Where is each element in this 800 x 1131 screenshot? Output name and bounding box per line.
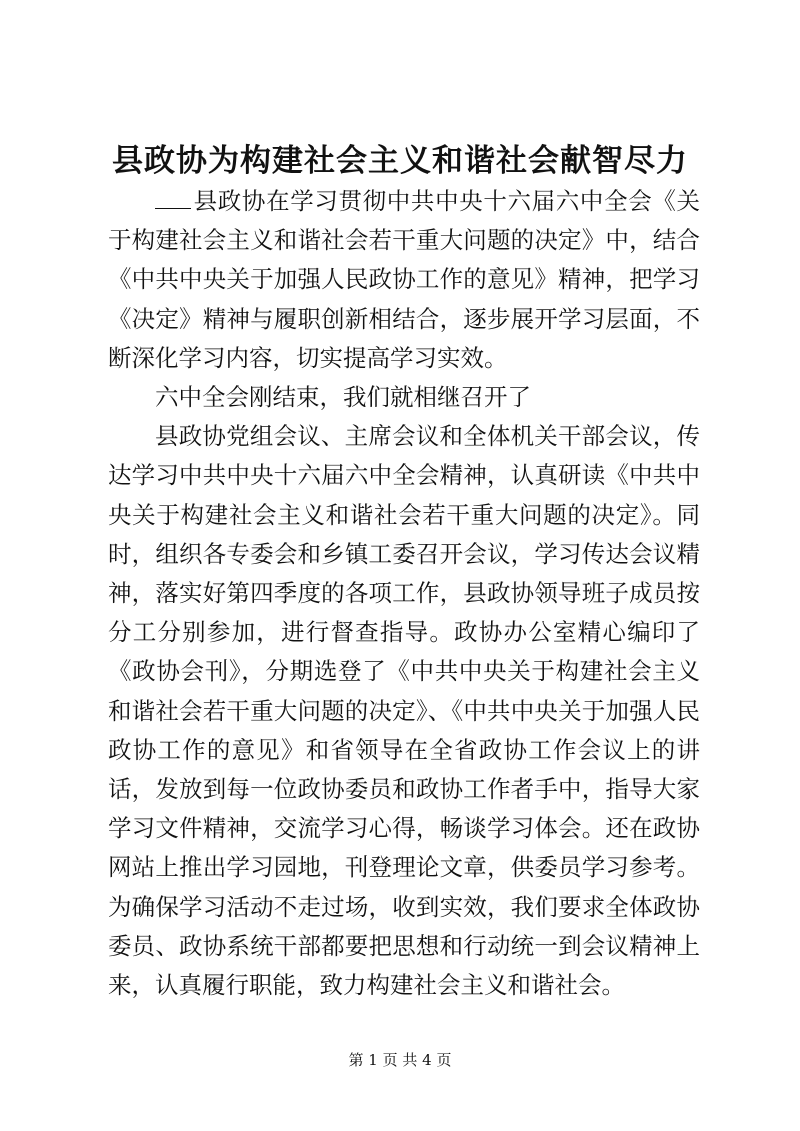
paragraph-meeting-details: 县政协党组会议、主席会议和全体机关干部会议，传达学习中共中央十六届六中全会精神，认真研读《中共中央关于构建社会主义和谐社会若干重大问题的决定》。同时，组织各专委会和乡镇工委召开会议，学习传达会议精神，落实好第四季度的各项工作，县政协领导班子成员按分工分别参加，进行督查指导。政协办公室精心编印了《政协会刊》，分期选登了《中共中央关于构建社会主义和谐社会若干重大问题的决定》、《中共中央关于加强人民政协工作的意见》和省领导在全省政协工作会议上的讲话，发放到每一位政协委员和政协工作者手中，指导大家学习文件精神，交流学习心得，畅谈学习体会。还在政协网站上推出学习园地，刊登理论文章，供委员学习参考。为确保学习活动不走过场，收到实效，我们要求全体政协委员、政协系统干部都要把思想和行动统一到会议精神上来，认真履行职能，致力构建社会主义和谐社会。 [108, 422, 700, 1000]
paragraph-meeting-lead: 六中全会刚结束，我们就相继召开了 [155, 383, 531, 412]
paragraph-intro [108, 182, 700, 378]
blank-underline [155, 186, 191, 209]
page-footer: 第 1 页 共 4 页 [348, 1051, 452, 1069]
document-body [108, 182, 700, 1005]
document-title: 县政协为构建社会主义和谐社会献智尽力 [112, 143, 688, 179]
paragraph-intro-text: 县政协在学习贯彻中共中央十六届六中全会《关于构建社会主义和谐社会若干重大问题的决定》中，结合《中共中央关于加强人民政协工作的意见》精神，把学习《决定》精神与履职创新相结合，逐步展开学习层面，不断深化学习内容，切实提高学习实效。 [108, 187, 700, 372]
